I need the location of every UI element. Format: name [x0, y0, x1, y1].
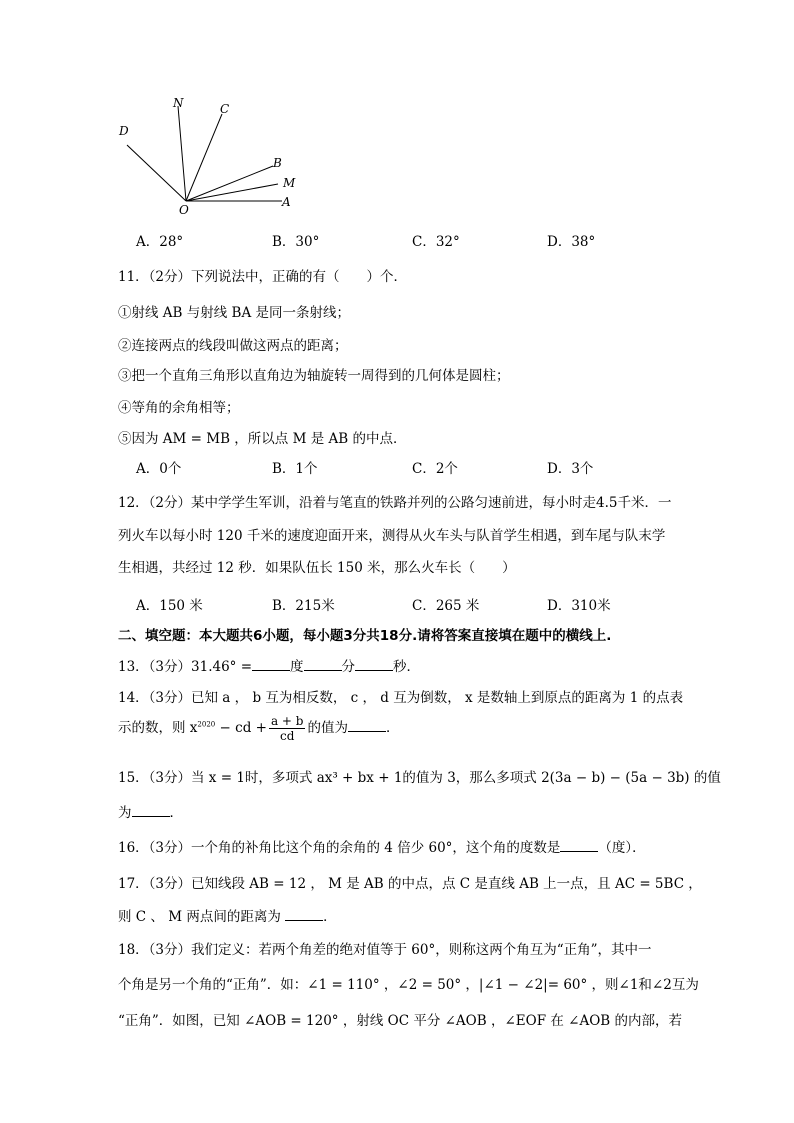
q13-prefix: 13．（3分）31.46° = — [118, 659, 253, 675]
q14-end: ． — [385, 720, 400, 736]
q18-line-3: “正角”．如图，已知 ∠AOB = 120° ，射线 OC 平分 ∠AOB ，∠EOF 在 ∠AOB 的内部，若 — [118, 1013, 682, 1029]
label-d: D — [119, 124, 129, 138]
q17-prefix: 则 C 、 M 两点间的距离为 — [118, 909, 286, 925]
q16-blank[interactable] — [560, 839, 598, 852]
q11-item-3: ③把一个直角三角形以直角边为轴旋转一周得到的几何体是圆柱； — [118, 368, 510, 384]
angle-figure — [110, 92, 310, 222]
q18-line-1: 18．（3分）我们定义：若两个角差的绝对值等于 60°，则称这两个角互为“正角”，其中一 — [118, 942, 652, 958]
q12-option-d[interactable]: D．310米 — [547, 598, 611, 614]
label-c: C — [220, 102, 230, 116]
q14-frac-den: cd — [280, 729, 295, 743]
q11-stem: 11．（2分）下列说法中，正确的有（ ）个． — [118, 269, 408, 285]
q17-line-1: 17．（3分）已知线段 AB = 12 ， M 是 AB 的中点，点 C 是直线 AB 上一点，且 AC = 5BC ， — [118, 876, 702, 892]
q12-line-1: 12．（2分）某中学学生军训，沿着与笔直的铁路并列的公路匀速前进，每小时走4.5千米．一 — [118, 495, 672, 511]
q11-option-c[interactable]: C．2个 — [412, 461, 458, 477]
q10-option-c[interactable]: C．32° — [412, 234, 460, 250]
q10-option-b[interactable]: B．30° — [272, 234, 320, 250]
q11-item-1: ①射线 AB 与射线 BA 是同一条射线； — [118, 305, 351, 321]
q17-blank[interactable] — [285, 908, 323, 921]
q12-line-2: 列火车以每小时 120 千米的速度迎面开来，测得从火车头与队首学生相遇，到车尾与队末学 — [118, 528, 666, 544]
q12-option-a[interactable]: A．150 米 — [136, 598, 203, 614]
q13-blank-sec[interactable] — [355, 658, 393, 671]
q12-line-3: 生相遇，共经过 12 秒．如果队伍长 150 米，那么火车长（ ） — [118, 560, 516, 576]
q17-end: ． — [323, 909, 337, 925]
q15-line-2 — [118, 801, 183, 821]
q14-blank[interactable] — [348, 719, 386, 732]
q14-line-1: 14．（3分）已知 a ， b 互为相反数， c ， d 互为倒数， x 是数轴上到原点的距离为 1 的点表 — [118, 690, 684, 706]
q14-suffix: 的值为 — [307, 720, 348, 736]
q11-option-b[interactable]: B．1个 — [272, 461, 318, 477]
label-m: M — [283, 176, 296, 190]
q14-fraction — [269, 714, 306, 743]
q10-option-a[interactable]: A．28° — [136, 234, 184, 250]
q14-exponent: 2020 — [197, 720, 216, 729]
ray-od — [127, 145, 186, 201]
section-2-heading: 二、填空题：本大题共6小题，每小题3分共18分.请将答案直接填在题中的横线上. — [118, 628, 612, 644]
q11-item-2: ②连接两点的线段叫做这两点的距离； — [118, 338, 348, 354]
q16-suffix: （度）． — [598, 840, 646, 856]
q12-option-b[interactable]: B．215米 — [272, 598, 335, 614]
q17-line-2 — [118, 905, 337, 925]
q13-sec: 秒． — [393, 659, 421, 675]
label-o: O — [179, 203, 189, 217]
q14-line-2 — [118, 714, 399, 743]
ray-ob — [186, 166, 273, 201]
q11-option-a[interactable]: A．0个 — [136, 461, 182, 477]
q11-item-4: ④等角的余角相等； — [118, 400, 240, 416]
q15-end: ． — [169, 805, 183, 821]
q16 — [118, 836, 646, 856]
ray-om — [186, 184, 278, 201]
q13-blank-min[interactable] — [304, 658, 342, 671]
q13 — [118, 655, 420, 675]
q14-mid: − cd + — [215, 720, 267, 736]
q10-option-d[interactable]: D．38° — [547, 234, 596, 250]
q14-frac-num: a + b — [270, 714, 304, 728]
label-a: A — [282, 195, 291, 209]
q13-blank-deg[interactable] — [252, 658, 290, 671]
label-n: N — [173, 96, 184, 110]
q15-blank[interactable] — [132, 804, 170, 817]
q18-line-2: 个角是另一个角的“正角”．如：∠1 = 110° ，∠2 = 50° ，|∠1 − ∠2|= 60° ，则∠1和∠2互为 — [118, 977, 699, 993]
q14-prefix: 示的数，则 x — [118, 720, 198, 736]
q11-item-5: ⑤因为 AM = MB ，所以点 M 是 AB 的中点． — [118, 431, 407, 447]
label-b: B — [273, 156, 282, 170]
q11-option-d[interactable]: D．3个 — [547, 461, 594, 477]
q13-min: 分 — [341, 659, 356, 675]
q12-option-c[interactable]: C．265 米 — [412, 598, 480, 614]
q15-line-1: 15．（3分）当 x = 1时，多项式 ax³ + bx + 1的值为 3，那么多项式 2(3a − b) − (5a − 3b) 的值 — [118, 770, 721, 786]
ray-oc — [186, 114, 222, 201]
q13-deg: 度 — [290, 659, 304, 675]
ray-on — [178, 106, 186, 201]
q15-prefix: 为 — [118, 805, 132, 821]
q16-prefix: 16．（3分）一个角的补角比这个角的余角的 4 倍少 60°，这个角的度数是 — [118, 840, 561, 856]
